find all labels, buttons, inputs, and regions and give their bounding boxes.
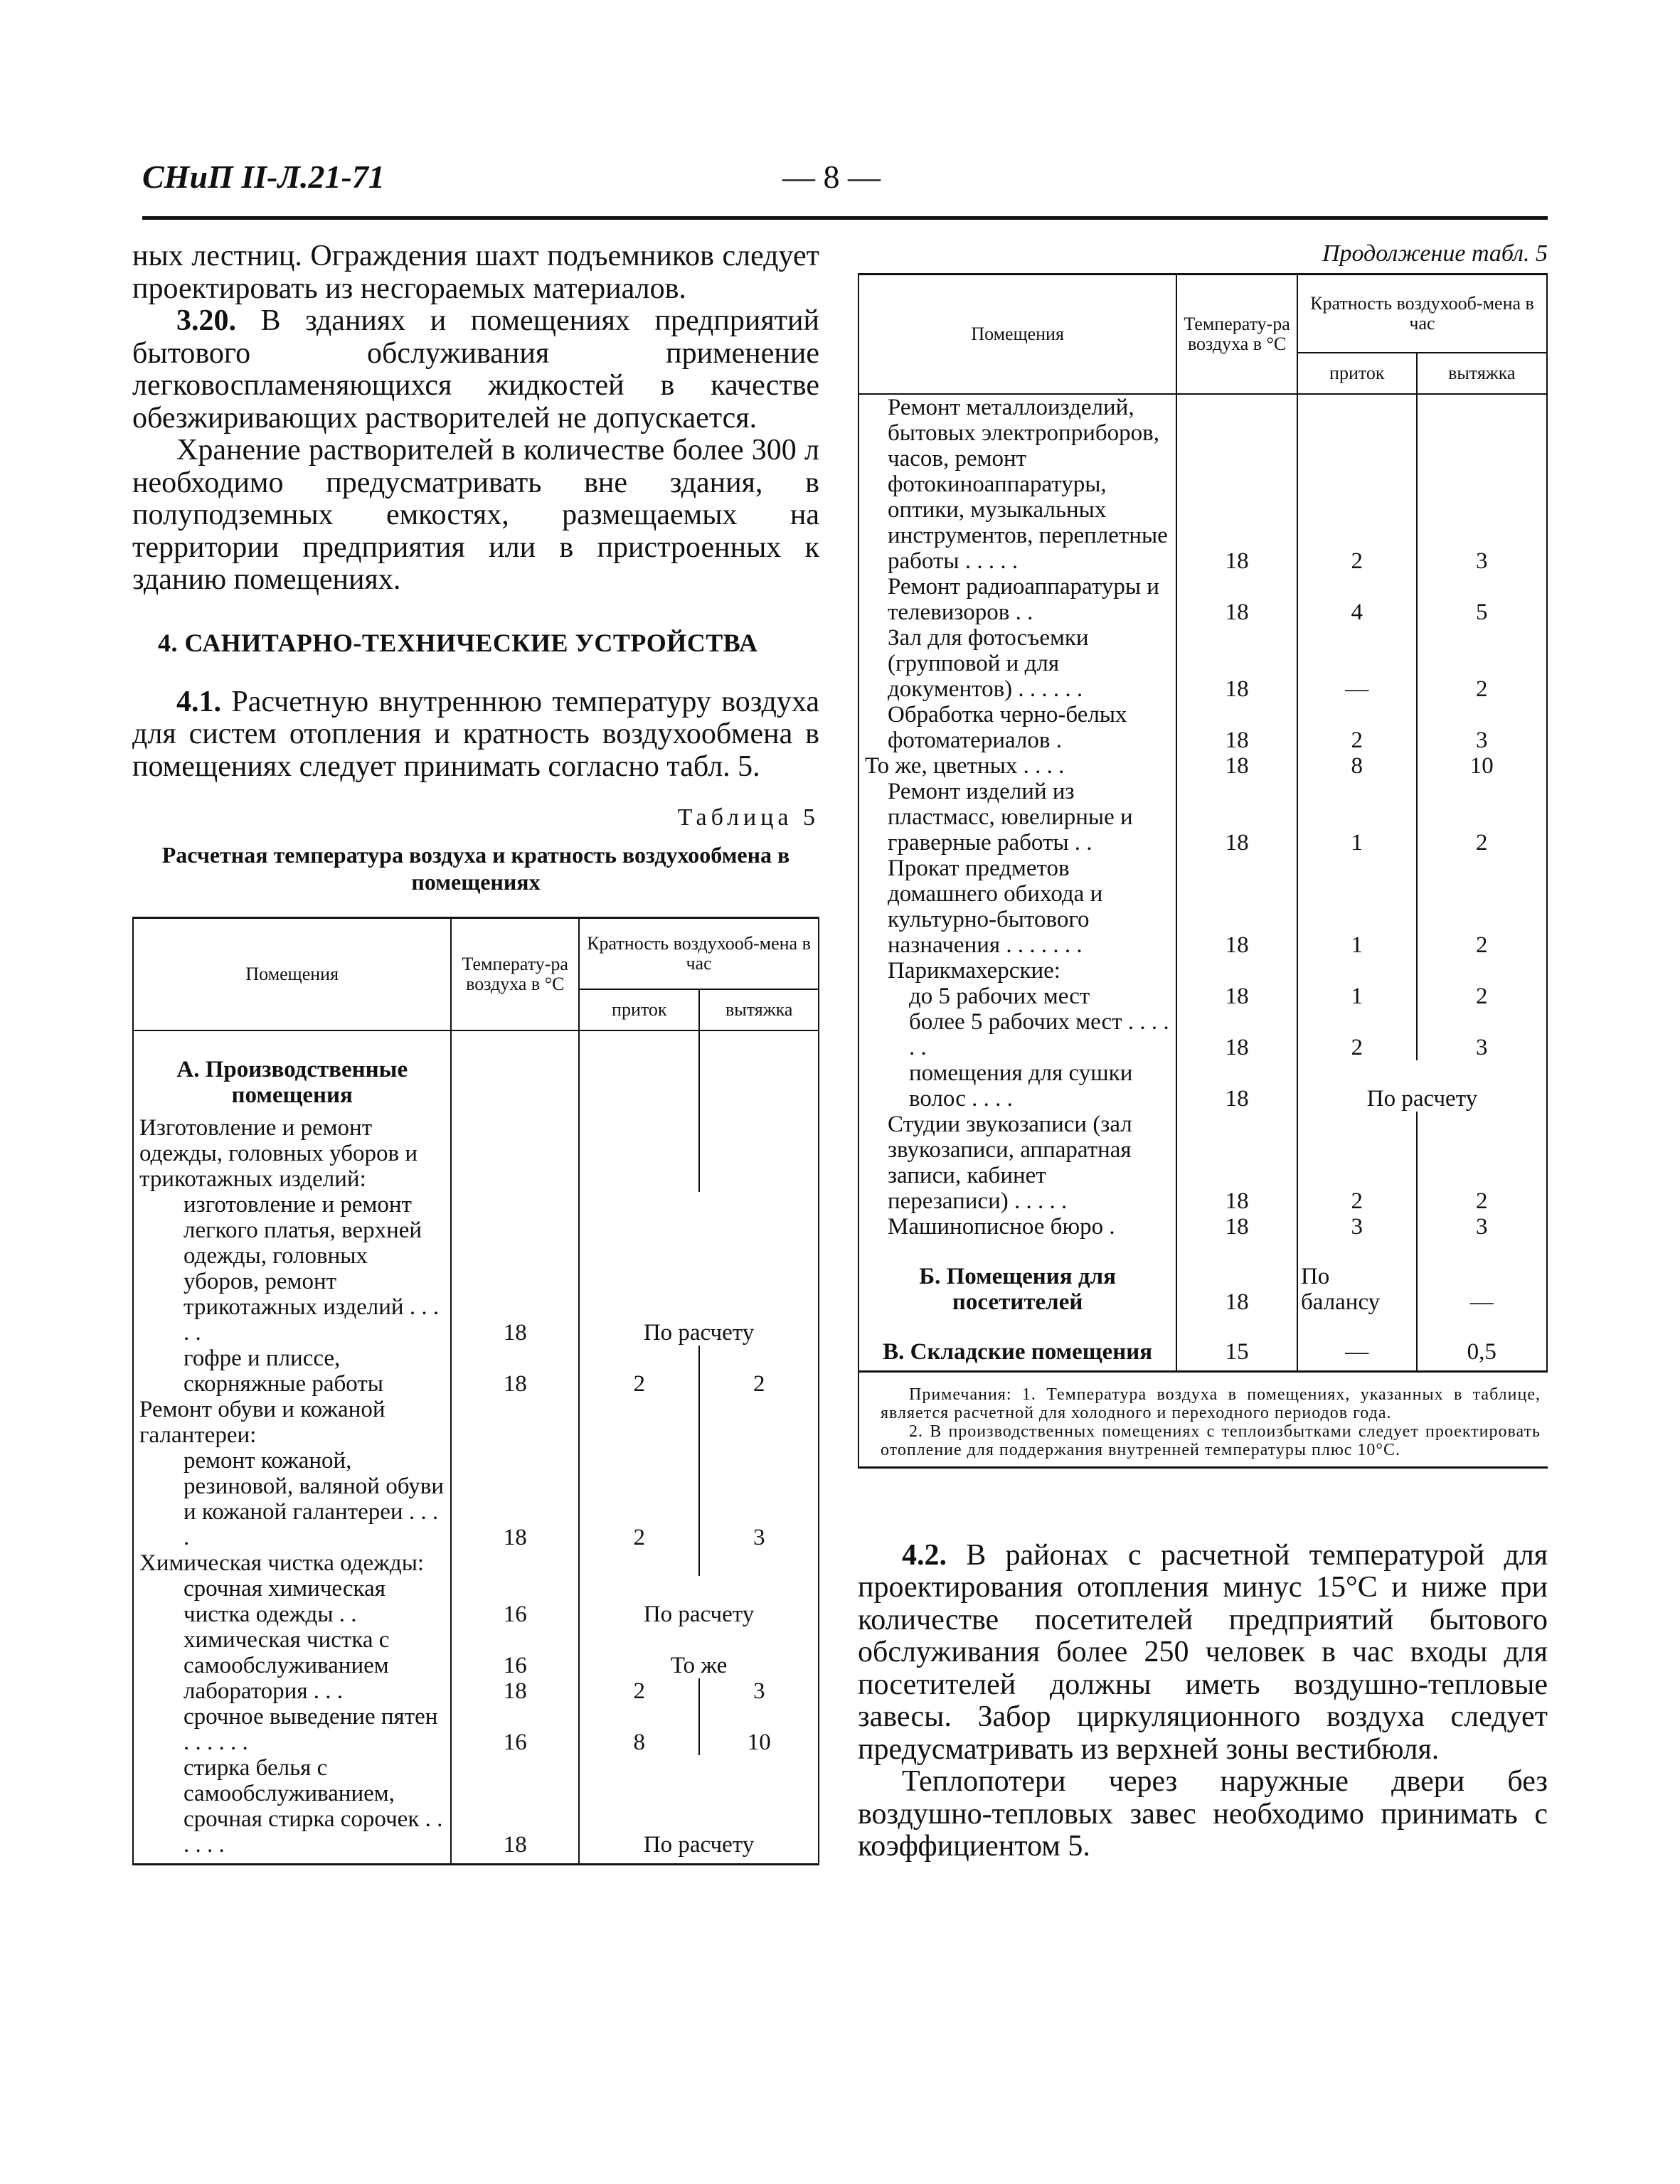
temperature-cell: 18 [1176,1009,1297,1060]
temperature-cell: 18 [1176,1240,1297,1315]
table-row [133,1755,819,1865]
table-row [858,574,1547,625]
room-cell: Ремонт радиоаппаратуры и телевизоров . . [858,574,1176,625]
table-notes [858,1373,1548,1469]
room-cell: Ремонт металлоизделий, бытовых электроприборов, часов, ремонт фотокиноаппаратуры, оптики, музыкальных инструментов, переплетные работы . . . . . [858,394,1176,574]
room-cell: срочное выведение пятен . . . . . . [133,1704,451,1755]
right-column-text [858,1540,1548,1863]
supply-cell [579,1550,699,1576]
col-header-supply: приток [1297,353,1417,394]
table-5-continued [858,273,1548,1373]
exhaust-cell: — [1417,1240,1547,1315]
table-row [858,1060,1547,1112]
paragraph-4-1 [132,686,819,784]
temperature-cell: 16 [451,1576,579,1627]
table-row [133,1448,819,1550]
temperature-cell: 18 [1176,702,1297,753]
room-cell: изготовление и ремонт легкого платья, верхней одежды, головных уборов, ремонт трикотажных изделий . . . . . [133,1192,451,1346]
exchange-merged-cell: По расчету [579,1755,819,1865]
clause-number: 4.1. [176,685,221,718]
room-cell: Студии звукозаписи (зал звукозаписи, аппаратная записи, кабинет перезаписи) . . . . . [858,1112,1176,1214]
table-row [858,702,1547,753]
supply-cell: По балансу [1297,1240,1417,1315]
paragraph-4-2 [858,1540,1548,1767]
exhaust-cell: 3 [1417,394,1547,574]
room-cell: ремонт кожаной, резиновой, валяной обуви и кожаной галантереи . . . . [133,1448,451,1550]
clause-number: 3.20. [176,304,236,337]
table-row [858,1009,1547,1060]
exhaust-cell [699,1115,819,1192]
paragraph: Хранение растворителей в количестве более 300 л необходимо предусматривать вне здания, в полуподземных емкостях, размещаемых на территории предприятия или в пристроенных к зданию помещениях. [132,434,819,596]
table-label: Таблица 5 [677,804,819,831]
note: 2. В производственных помещениях с теплоизбытками следует проектировать отопление для поддержания внутренней температуры плюс 10°С. [881,1422,1541,1459]
temperature-cell: 18 [1176,1112,1297,1214]
temperature-cell: 18 [1176,574,1297,625]
supply-cell: 8 [579,1704,699,1755]
exhaust-cell [1417,958,1547,984]
temperature-cell: 18 [1176,394,1297,574]
supply-cell: 2 [1297,702,1417,753]
temperature-cell: 18 [1176,625,1297,702]
exhaust-cell: 10 [699,1704,819,1755]
supply-cell [1297,958,1417,984]
exhaust-cell: 2 [1417,779,1547,856]
supply-cell: 1 [1297,856,1417,958]
group-heading: А. Производственные помещения [133,1030,451,1115]
supply-cell: 1 [1297,779,1417,856]
temperature-cell: 18 [1176,856,1297,958]
paragraph-3-20 [132,305,819,435]
temperature-cell: 18 [451,1346,579,1397]
clause-text: В районах с расчетной температурой для проектирования отопления минус 15°С и ниже при количестве посетителей предприятий бытового обслуживания более 250 человек в час входы для посетителей должны иметь воздушно-тепловые завесы. Забор циркуляционного воздуха следует предусматривать из верхней зоны вестибюля. [858,1538,1548,1766]
exhaust-cell: 3 [699,1678,819,1704]
group-heading: В. Складские помещения [858,1315,1176,1372]
exhaust-cell: 3 [1417,702,1547,753]
left-column [132,240,819,1865]
temperature-cell: 18 [451,1678,579,1704]
col-header-exchange: Кратность воздухооб-мена в час [579,918,819,989]
supply-cell: 2 [1297,1112,1417,1214]
table-row [858,779,1547,856]
table-row [133,1678,819,1704]
clause-text: Расчетную внутреннюю температуру воздуха для систем отопления и кратность воздухообмена в помещениях следует принимать согласно табл. 5. [132,685,819,783]
exhaust-cell: 2 [1417,1112,1547,1214]
room-cell: более 5 рабочих мест . . . . . . [858,1009,1176,1060]
temperature-cell: 18 [451,1448,579,1550]
exhaust-cell: 3 [1417,1009,1547,1060]
supply-cell: 2 [579,1678,699,1704]
page-header [142,158,1548,215]
section-heading: 4. САНИТАРНО-ТЕХНИЧЕСКИЕ УСТРОЙСТВА [158,628,758,657]
temperature-cell [451,1550,579,1576]
supply-cell: 4 [1297,574,1417,625]
temperature-cell: 15 [1176,1315,1297,1372]
table-row [858,958,1547,984]
table-row [133,1704,819,1755]
table-row [858,753,1547,779]
col-header-temperature: Температу-ра воздуха в °С [451,918,579,1030]
exhaust-cell: 5 [1417,574,1547,625]
supply-cell: — [1297,625,1417,702]
table-row [133,1192,819,1346]
temperature-cell: 18 [1176,1214,1297,1240]
temperature-cell: 18 [1176,753,1297,779]
supply-cell [579,1115,699,1192]
col-header-temperature: Температу-ра воздуха в °С [1176,275,1297,394]
right-column [858,240,1548,1863]
col-header-exhaust: вытяжка [1417,353,1547,394]
room-cell: Изготовление и ремонт одежды, головных уборов и трикотажных изделий: [133,1115,451,1192]
exhaust-cell [699,1397,819,1448]
table-row [133,1397,819,1448]
supply-cell [579,1397,699,1448]
room-cell: помещения для сушки волос . . . . [858,1060,1176,1112]
exhaust-cell: 2 [1417,856,1547,958]
group-heading: Б. Помещения для посетителей [858,1240,1176,1315]
col-header-exhaust: вытяжка [699,989,819,1030]
supply-cell: — [1297,1315,1417,1372]
table-5 [132,917,819,1865]
paragraph: Теплопотери через наружные двери без воздушно-тепловых завес необходимо принимать с коэффициентом 5. [858,1765,1548,1863]
table-row [858,984,1547,1009]
page-number: — 8 — [782,159,881,195]
clause-text: В зданиях и помещениях предприятий бытового обслуживания применение легковоспламеняющихся жидкостей в качестве обезжиривающих растворителей не допускается. [132,304,819,435]
supply-cell: 8 [1297,753,1417,779]
table-row [133,1627,819,1678]
room-cell: Обработка черно-белых фотоматериалов . [858,702,1176,753]
room-cell: срочная химическая чистка одежды . . [133,1576,451,1627]
supply-cell: 2 [1297,394,1417,574]
temperature-cell: 18 [451,1755,579,1865]
supply-cell: 2 [579,1448,699,1550]
table-row [858,1315,1547,1372]
room-cell: Ремонт обуви и кожаной галантереи: [133,1397,451,1448]
room-cell: То же, цветных . . . . [858,753,1176,779]
table-row [858,1112,1547,1214]
room-cell: Машинописное бюро . [858,1214,1176,1240]
room-cell: стирка белья с самообслуживанием, срочная стирка сорочек . . . . . . [133,1755,451,1865]
exhaust-cell: 0,5 [1417,1315,1547,1372]
room-cell: Ремонт изделий из пластмасс, ювелирные и граверные работы . . [858,779,1176,856]
table-row [133,1550,819,1576]
table-row [858,1240,1547,1315]
table-title: Расчетная температура воздуха и кратность воздухообмена в помещениях [161,842,790,895]
header-rule [142,216,1548,220]
clause-number: 4.2. [902,1538,947,1572]
supply-cell: 3 [1297,1214,1417,1240]
room-cell: до 5 рабочих мест [858,984,1176,1009]
note: Примечания: 1. Температура воздуха в помещениях, указанных в таблице, является расчетной для холодного и переходного периодов года. [881,1385,1541,1422]
document-code: СНиП II-Л.21-71 [142,159,385,195]
col-header-supply: приток [579,989,699,1030]
temperature-cell [451,1115,579,1192]
room-cell: Прокат предметов домашнего обихода и культурно-бытового назначения . . . . . . . [858,856,1176,958]
supply-cell: 1 [1297,984,1417,1009]
exhaust-cell: 2 [1417,984,1547,1009]
table-row [133,1576,819,1627]
temperature-cell: 18 [1176,1060,1297,1112]
col-header-exchange: Кратность воздухооб-мена в час [1297,275,1547,353]
exchange-merged-cell: По расчету [579,1192,819,1346]
temperature-cell: 16 [451,1627,579,1678]
exchange-merged-cell: По расчету [1297,1060,1547,1112]
room-cell: Парикмахерские: [858,958,1176,984]
temperature-cell: 18 [1176,984,1297,1009]
room-cell: лаборатория . . . [133,1678,451,1704]
temperature-cell [1176,958,1297,984]
room-cell: Химическая чистка одежды: [133,1550,451,1576]
col-header-rooms: Помещения [133,918,451,1030]
table-row [858,625,1547,702]
supply-cell: 2 [579,1346,699,1397]
room-cell: химическая чистка с самообслуживанием [133,1627,451,1678]
exhaust-cell: 10 [1417,753,1547,779]
exhaust-cell: 2 [1417,625,1547,702]
temperature-cell: 18 [1176,779,1297,856]
exhaust-cell: 2 [699,1346,819,1397]
exchange-merged-cell: То же [579,1627,819,1678]
table-row [858,1214,1547,1240]
table-row [858,856,1547,958]
exhaust-cell: 3 [1417,1214,1547,1240]
table-continuation-label: Продолжение табл. 5 [1322,240,1548,267]
exhaust-cell: 3 [699,1448,819,1550]
paragraph: ных лестниц. Ограждения шахт подъемников следует проектировать из несгораемых материалов. [132,240,819,305]
table-row [133,1346,819,1397]
exchange-merged-cell: По расчету [579,1576,819,1627]
temperature-cell: 16 [451,1704,579,1755]
temperature-cell [451,1397,579,1448]
col-header-rooms: Помещения [858,275,1176,394]
exhaust-cell [699,1550,819,1576]
room-cell: Зал для фотосъемки (групповой и для документов) . . . . . . [858,625,1176,702]
table-row [133,1115,819,1192]
room-cell: гофре и плиссе, скорняжные работы [133,1346,451,1397]
temperature-cell: 18 [451,1192,579,1346]
table-row [858,394,1547,574]
supply-cell: 2 [1297,1009,1417,1060]
